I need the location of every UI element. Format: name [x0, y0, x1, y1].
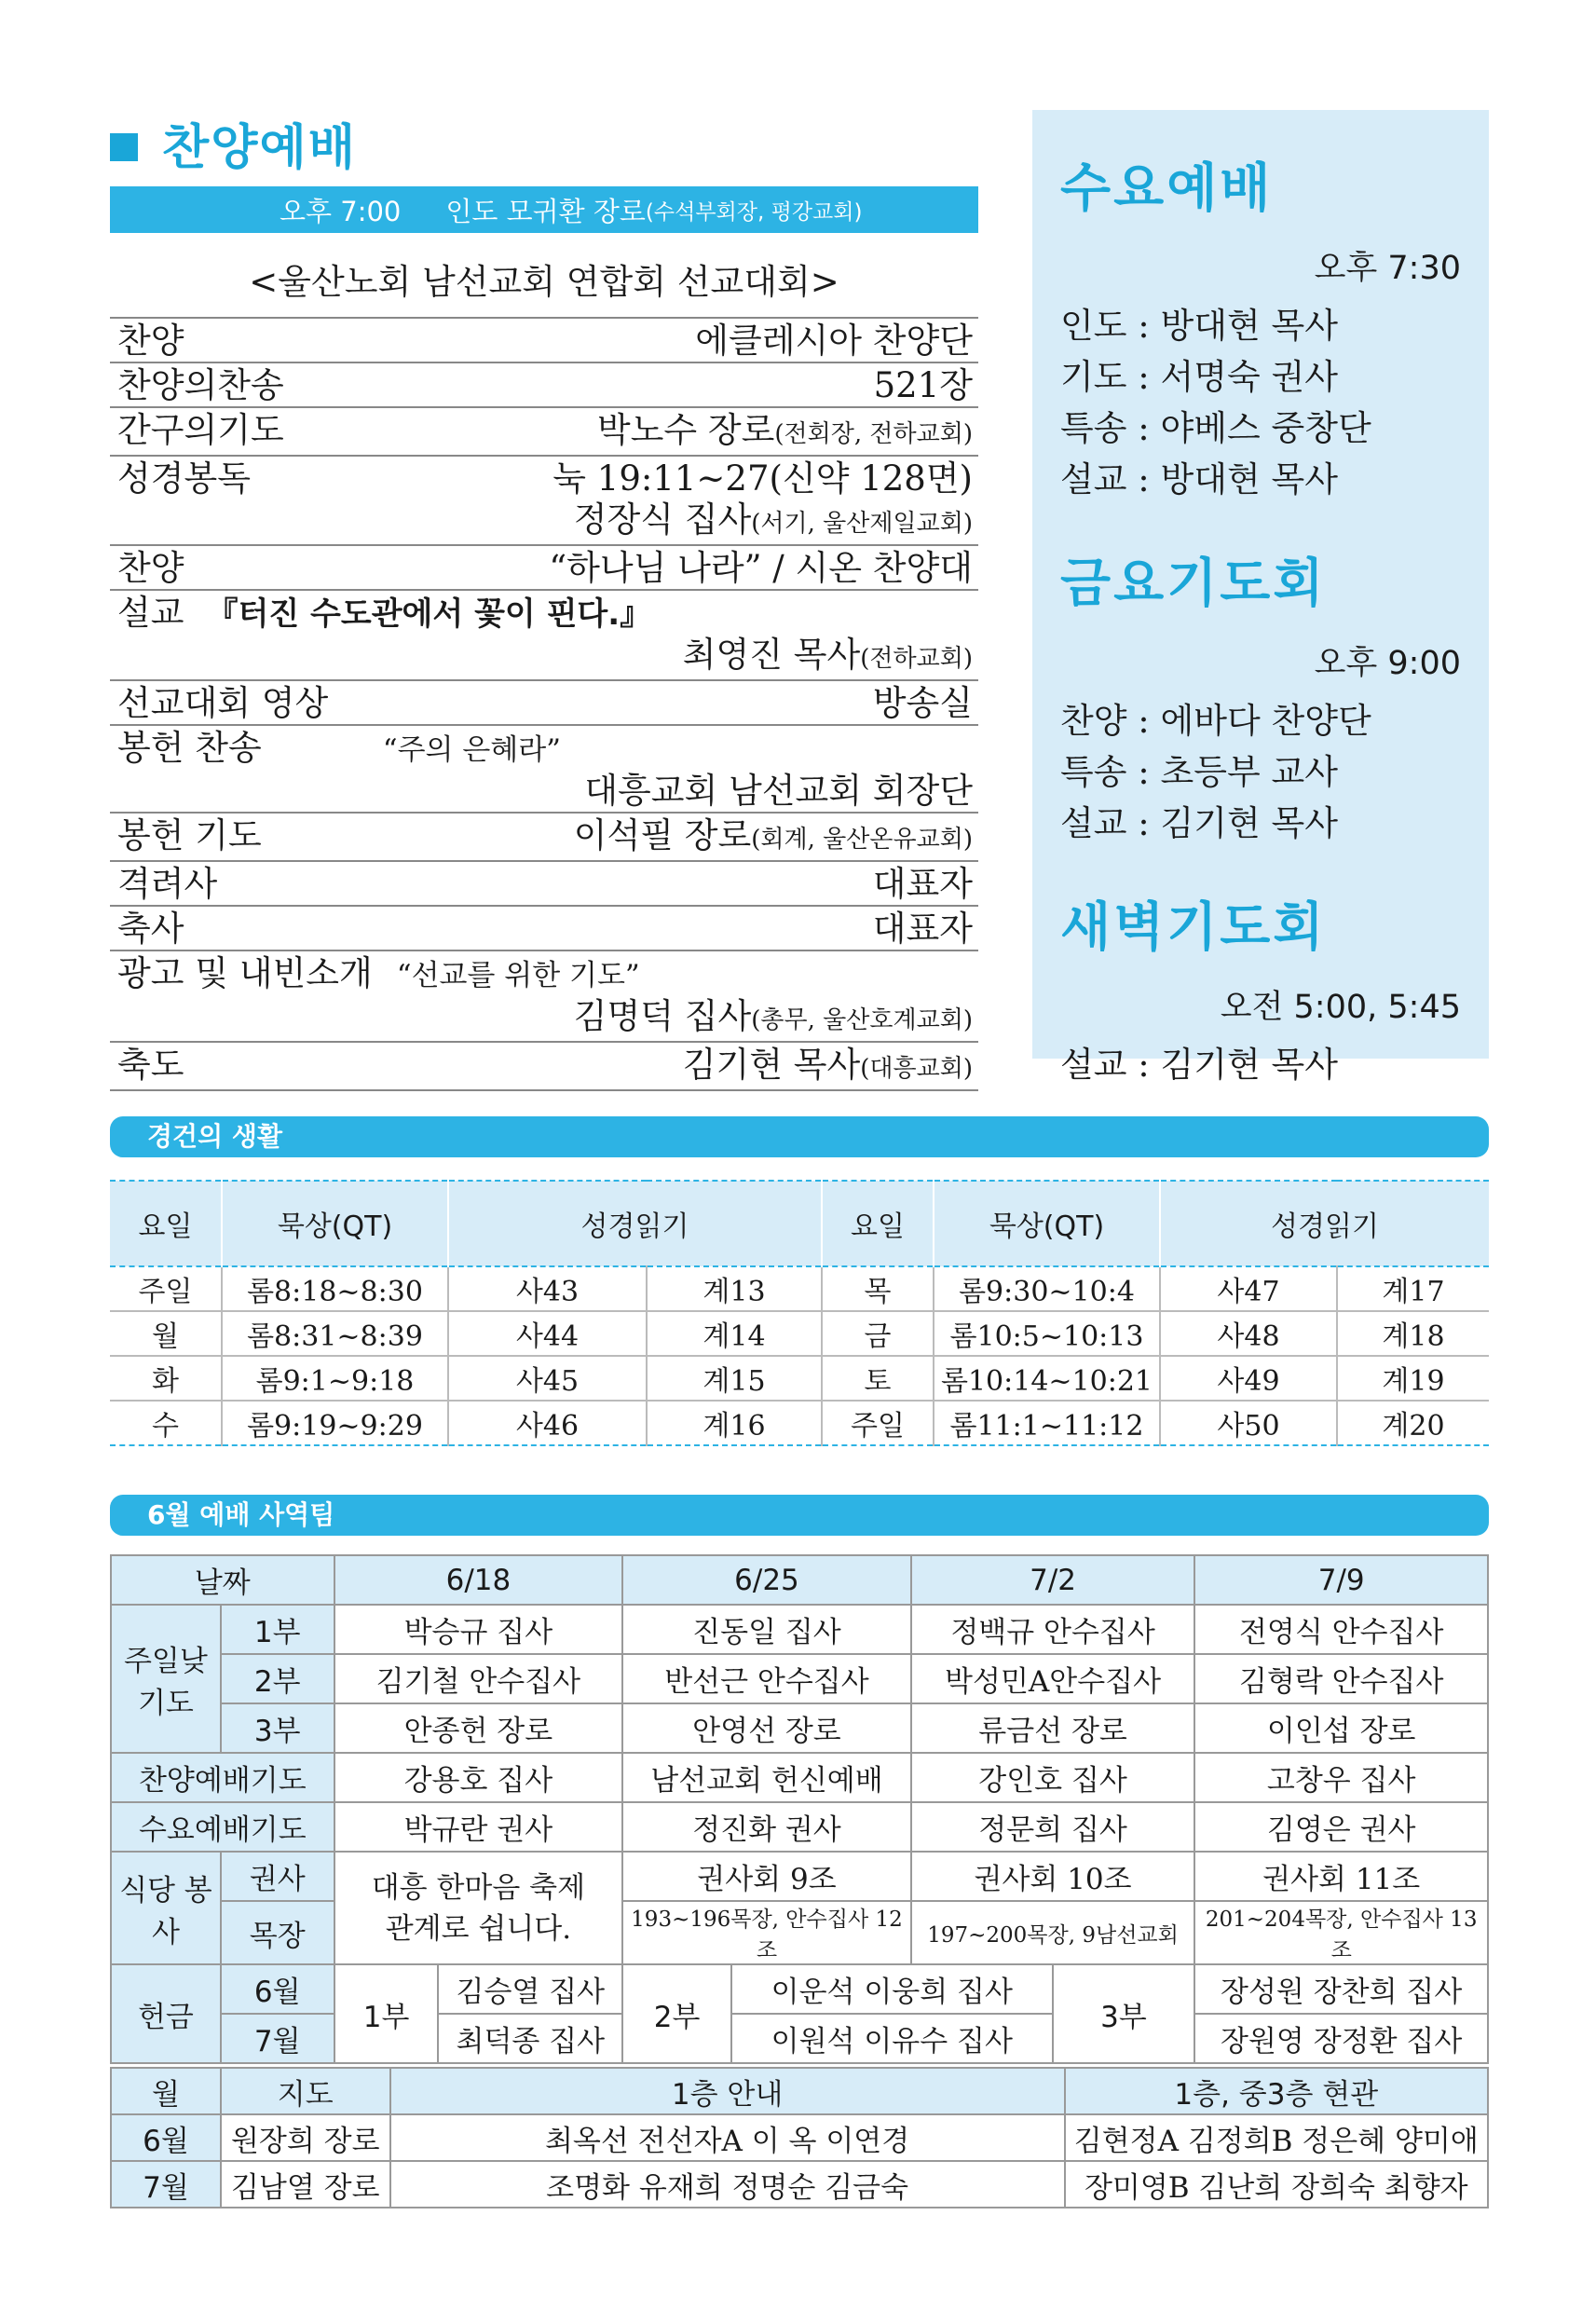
team-name: 권사회 9조 — [622, 1852, 911, 1901]
floor-header: 지도 — [221, 2068, 390, 2114]
order-label: 축사 — [117, 909, 184, 949]
offering-part: 1부 — [334, 1964, 439, 2063]
order-of-worship — [110, 317, 978, 1091]
order-row — [110, 546, 978, 591]
order-label: 간구의기도 — [117, 410, 284, 450]
order-label: 선교대회 영상 — [117, 683, 329, 723]
order-value-2: 김명덕 집사 — [573, 996, 752, 1036]
devotion-qt-header: 묵상(QT) — [934, 1181, 1160, 1266]
praise-title: 찬양예배 — [162, 119, 357, 176]
devotion-reading-2: 계20 — [1337, 1401, 1489, 1445]
order-value: 김기현 목사 — [682, 1045, 861, 1085]
order-value: 521장 — [873, 365, 973, 405]
praise-leader: 인도 모귀환 장로 — [445, 195, 646, 227]
table-row — [111, 1654, 1488, 1703]
table-row — [111, 1852, 1488, 1901]
team-name: 강용호 집사 — [334, 1753, 623, 1802]
team-name: 고창우 집사 — [1194, 1753, 1488, 1802]
date-col: 6/25 — [622, 1555, 911, 1605]
friday-item: 설교 : 김기현 목사 — [1060, 803, 1338, 843]
devotion-qt: 롬9:30~10:4 — [934, 1266, 1160, 1311]
devotion-reading-1: 사49 — [1160, 1356, 1337, 1401]
team-name: 반선근 안수집사 — [622, 1654, 911, 1703]
table-row — [111, 1802, 1488, 1852]
team-name: 강인호 집사 — [911, 1753, 1195, 1802]
devotion-day: 목 — [822, 1266, 934, 1311]
order-label: 광고 및 내빈소개 — [117, 953, 373, 993]
floor-entrance: 김현정A 김정희B 정은혜 양미애 — [1065, 2114, 1488, 2161]
table-row — [110, 1401, 1489, 1445]
ministry-team-header: 6월 예배 사역팀 — [110, 1495, 1489, 1536]
table-row — [111, 2161, 1488, 2208]
team-name: 남선교회 헌신예배 — [622, 1753, 911, 1802]
team-name: 이운석 이웅희 집사 — [731, 1964, 1053, 2014]
team-name: 박성민A안수집사 — [911, 1654, 1195, 1703]
wednesday-title: 수요예배 — [1060, 158, 1274, 219]
team-name: 전영식 안수집사 — [1194, 1605, 1488, 1654]
table-row — [111, 1964, 1488, 2014]
devotion-header: 경건의 생활 — [110, 1116, 1489, 1157]
team-name: 박규란 권사 — [334, 1802, 623, 1852]
team-name: 201~204목장, 안수집사 13조 — [1194, 1901, 1488, 1964]
date-col: 7/2 — [911, 1555, 1195, 1605]
order-row — [110, 907, 978, 951]
devotion-reading-1: 사46 — [448, 1401, 647, 1445]
floor-header: 1층 안내 — [390, 2068, 1065, 2114]
date-header: 날짜 — [111, 1555, 334, 1605]
order-value-2: 정장식 집사 — [573, 499, 752, 540]
part-label: 3부 — [221, 1703, 334, 1753]
date-col: 6/18 — [334, 1555, 623, 1605]
order-row — [110, 814, 978, 862]
team-name: 정문희 집사 — [911, 1802, 1195, 1852]
order-row — [110, 363, 978, 408]
order-row — [110, 1043, 978, 1091]
order-label: 찬양 — [117, 548, 184, 588]
order-row — [110, 319, 978, 363]
ministry-team-table — [110, 1554, 1489, 2064]
order-value: 이석필 장로 — [573, 815, 752, 855]
devotion-reading-2: 계18 — [1337, 1311, 1489, 1356]
order-value: 박노수 장로 — [596, 410, 775, 450]
order-value: “하나님 나라” / 시온 찬양대 — [549, 548, 973, 588]
order-label: 찬양 — [117, 321, 184, 361]
devotion-reading-2: 계19 — [1337, 1356, 1489, 1401]
floor-header: 1층, 중3층 현관 — [1065, 2068, 1488, 2114]
table-row — [111, 1555, 1488, 1605]
team-name: 197~200목장, 9남선교회 — [911, 1901, 1195, 1964]
order-row — [110, 726, 978, 814]
team-name: 정진화 권사 — [622, 1802, 911, 1852]
friday-title: 금요기도회 — [1060, 554, 1327, 614]
order-label: 봉헌 기도 — [117, 815, 262, 855]
order-value: 에클레시아 찬양단 — [695, 321, 973, 361]
order-label: 격려사 — [117, 864, 218, 904]
team-name: 김승열 집사 — [438, 1964, 622, 2014]
offering-part: 2부 — [622, 1964, 731, 2063]
date-col: 7/9 — [1194, 1555, 1488, 1605]
devotion-reading-1: 사47 — [1160, 1266, 1337, 1311]
devotion-reading-2: 계16 — [647, 1401, 822, 1445]
order-note: (대흥교회) — [860, 1055, 973, 1083]
devotion-qt: 롬10:5~10:13 — [934, 1311, 1160, 1356]
order-row — [110, 862, 978, 907]
order-note-2: (서기, 울산제일교회) — [751, 510, 973, 538]
team-name: 정백규 안수집사 — [911, 1605, 1195, 1654]
order-row — [110, 408, 978, 457]
kitchen-note: 대흥 한마음 축제 관계로 쉽니다. — [334, 1852, 623, 1964]
team-name: 진동일 집사 — [622, 1605, 911, 1654]
team-name: 장원영 장정환 집사 — [1194, 2014, 1488, 2063]
team-name: 이원석 이유수 집사 — [731, 2014, 1053, 2063]
part-label: 1부 — [221, 1605, 334, 1654]
order-row — [110, 951, 978, 1043]
offering-label: 헌금 — [111, 1964, 221, 2063]
order-row — [110, 591, 978, 681]
team-name: 박승규 집사 — [334, 1605, 623, 1654]
devotion-day-header: 요일 — [110, 1181, 222, 1266]
table-row — [111, 1605, 1488, 1654]
praise-subtitle: <울산노회 남선교회 연합회 선교대회> — [249, 262, 839, 302]
kitchen-row-label: 목장 — [221, 1901, 334, 1964]
floor-leader: 김남열 장로 — [221, 2161, 390, 2208]
team-name: 김형락 안수집사 — [1194, 1654, 1488, 1703]
order-value-2: 최영진 목사 — [682, 635, 861, 675]
dawn-time: 오전 5:00, 5:45 — [1220, 989, 1461, 1026]
order-label: 축도 — [117, 1045, 184, 1085]
table-row — [111, 1753, 1488, 1802]
team-name: 193~196목장, 안수집사 12조 — [622, 1901, 911, 1964]
table-row — [111, 2068, 1488, 2114]
devotion-qt: 롬9:19~9:29 — [222, 1401, 448, 1445]
devotion-reading-1: 사43 — [448, 1266, 647, 1311]
devotion-reading-2: 계14 — [647, 1311, 822, 1356]
kitchen-row-label: 권사 — [221, 1852, 334, 1901]
floor-guides: 조명화 유재희 정명순 김금숙 — [390, 2161, 1065, 2208]
dawn-service — [1060, 886, 1461, 1090]
table-row — [111, 2114, 1488, 2161]
wednesday-service — [1060, 147, 1461, 505]
wed-prayer-label: 수요예배기도 — [111, 1802, 334, 1852]
floor-header: 월 — [111, 2068, 221, 2114]
praise-info-bar — [110, 186, 978, 233]
devotion-reading-2: 계13 — [647, 1266, 822, 1311]
order-value: 대표자 — [872, 864, 973, 904]
praise-time: 오후 7:00 — [280, 195, 402, 227]
devotion-qt: 롬8:31~8:39 — [222, 1311, 448, 1356]
devotion-day: 수 — [110, 1401, 222, 1445]
table-row — [111, 2014, 1488, 2063]
sermon-title: 『터진 수도관에서 꽃이 핀다.』 — [206, 595, 652, 633]
praise-worship-section — [110, 110, 978, 1091]
order-label: 성경봉독 — [117, 458, 251, 499]
team-name: 안종헌 장로 — [334, 1703, 623, 1753]
devotion-day: 월 — [110, 1311, 222, 1356]
friday-item: 특송 : 초등부 교사 — [1060, 752, 1338, 792]
order-mid: “선교를 위한 기도” — [396, 959, 640, 992]
order-label: 찬양의찬송 — [117, 365, 284, 405]
team-name: 류금선 장로 — [911, 1703, 1195, 1753]
devotion-reading-header: 성경읽기 — [1160, 1181, 1489, 1266]
friday-service — [1060, 542, 1461, 849]
praise-heading — [110, 110, 978, 175]
devotion-qt-header: 묵상(QT) — [222, 1181, 448, 1266]
order-row — [110, 457, 978, 546]
praise-leader-note: (수석부회장, 평강교회) — [645, 199, 863, 225]
team-name: 장성원 장찬희 집사 — [1194, 1964, 1488, 2014]
devotion-day: 주일 — [822, 1401, 934, 1445]
order-note: (전회장, 전하교회) — [774, 420, 973, 448]
square-bullet-icon — [110, 133, 138, 161]
order-row — [110, 681, 978, 726]
order-label: 설교 — [117, 593, 184, 633]
order-value: 대표자 — [872, 909, 973, 949]
dawn-title: 새벽기도회 — [1060, 897, 1327, 958]
table-row — [111, 1901, 1488, 1964]
floor-month: 7월 — [111, 2161, 221, 2208]
table-row — [110, 1356, 1489, 1401]
team-name: 권사회 10조 — [911, 1852, 1195, 1901]
devotion-day-header: 요일 — [822, 1181, 934, 1266]
order-note-2: (총무, 울산호계교회) — [751, 1006, 973, 1034]
team-name: 김영은 권사 — [1194, 1802, 1488, 1852]
devotion-reading-1: 사50 — [1160, 1401, 1337, 1445]
wednesday-item: 인도 : 방대현 목사 — [1060, 306, 1338, 346]
devotion-reading-1: 사44 — [448, 1311, 647, 1356]
order-mid: “주의 은혜라” — [382, 733, 562, 767]
team-name: 김기철 안수집사 — [334, 1654, 623, 1703]
devotion-day: 토 — [822, 1356, 934, 1401]
offering-part: 3부 — [1053, 1964, 1195, 2063]
wednesday-item: 기도 : 서명숙 권사 — [1060, 357, 1338, 397]
weekly-services-panel — [1032, 110, 1489, 1085]
devotion-qt: 롬9:1~9:18 — [222, 1356, 448, 1401]
table-row — [110, 1311, 1489, 1356]
order-note: (회계, 울산온유교회) — [751, 826, 973, 854]
devotion-table — [110, 1180, 1489, 1446]
devotion-reading-2: 계17 — [1337, 1266, 1489, 1311]
devotion-reading-2: 계15 — [647, 1356, 822, 1401]
team-name: 이인섭 장로 — [1194, 1703, 1488, 1753]
wednesday-time: 오후 7:30 — [1314, 250, 1461, 287]
devotion-qt: 롬11:1~11:12 — [934, 1401, 1160, 1445]
offering-month: 7월 — [221, 2014, 334, 2063]
order-value: 눅 19:11~27(신약 128면) — [552, 458, 973, 499]
order-value: 방송실 — [872, 683, 973, 723]
order-note-2: (전하교회) — [860, 645, 973, 673]
floor-entrance: 장미영B 김난희 장희숙 최향자 — [1065, 2161, 1488, 2208]
devotion-day: 주일 — [110, 1266, 222, 1311]
team-name: 권사회 11조 — [1194, 1852, 1488, 1901]
devotion-qt: 롬8:18~8:30 — [222, 1266, 448, 1311]
praise-prayer-label: 찬양예배기도 — [111, 1753, 334, 1802]
floor-guides: 최옥선 전선자A 이 옥 이연경 — [390, 2114, 1065, 2161]
friday-time: 오후 9:00 — [1314, 645, 1461, 682]
offering-month: 6월 — [221, 1964, 334, 2014]
floor-leader: 원장희 장로 — [221, 2114, 390, 2161]
devotion-day: 화 — [110, 1356, 222, 1401]
team-name: 안영선 장로 — [622, 1703, 911, 1753]
floor-guide-table — [110, 2067, 1489, 2208]
part-label: 2부 — [221, 1654, 334, 1703]
friday-item: 찬양 : 에바다 찬양단 — [1060, 701, 1371, 741]
devotion-qt: 롬10:14~10:21 — [934, 1356, 1160, 1401]
order-label: 봉헌 찬송 — [117, 728, 262, 768]
wednesday-item: 특송 : 야베스 중창단 — [1060, 408, 1371, 448]
floor-month: 6월 — [111, 2114, 221, 2161]
devotion-reading-header: 성경읽기 — [448, 1181, 822, 1266]
devotion-day: 금 — [822, 1311, 934, 1356]
order-value-2: 대흥교회 남선교회 회장단 — [584, 771, 973, 811]
wednesday-item: 설교 : 방대현 목사 — [1060, 459, 1338, 499]
devotion-reading-1: 사48 — [1160, 1311, 1337, 1356]
sunday-prayer-label: 주일낮 기도 — [111, 1605, 221, 1753]
kitchen-label: 식당 봉사 — [111, 1852, 221, 1964]
table-row — [110, 1266, 1489, 1311]
dawn-item: 설교 : 김기현 목사 — [1060, 1045, 1338, 1085]
devotion-reading-1: 사45 — [448, 1356, 647, 1401]
table-row — [111, 1703, 1488, 1753]
team-name: 최덕종 집사 — [438, 2014, 622, 2063]
